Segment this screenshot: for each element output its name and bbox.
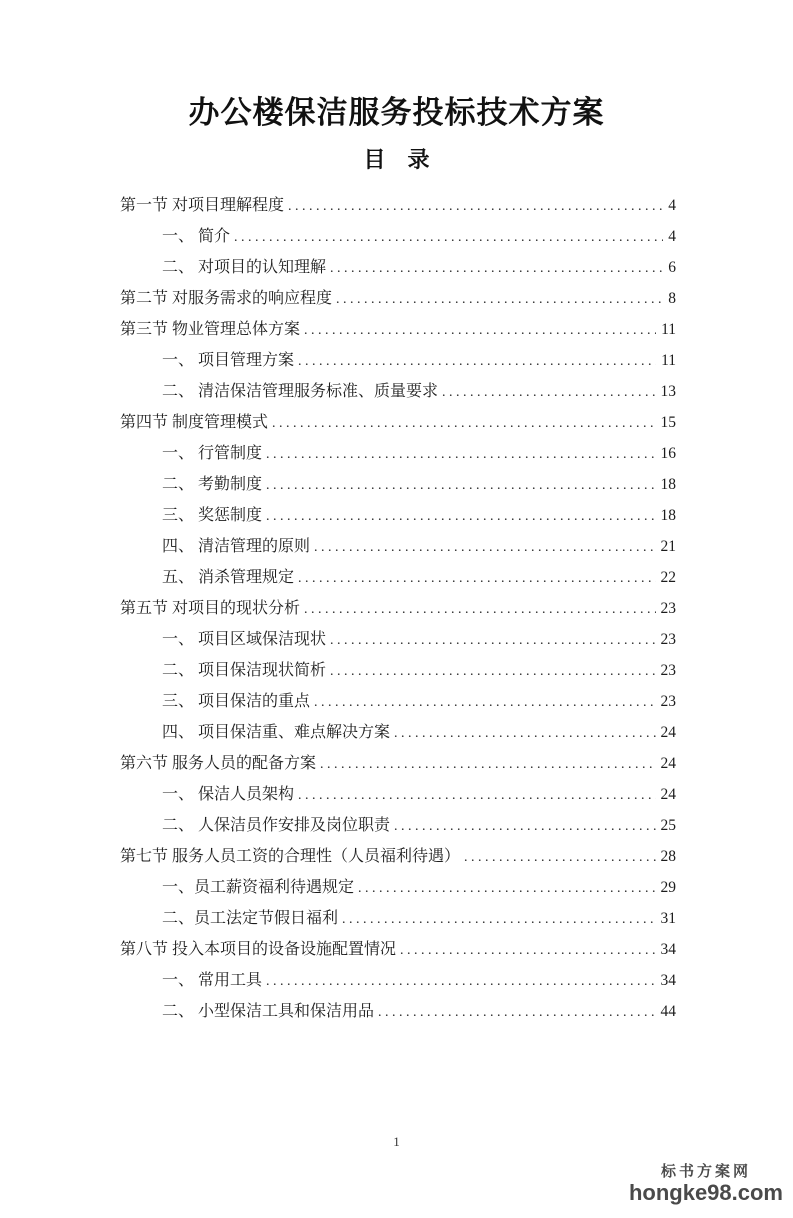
toc-entry-label: 一、 行管制度: [162, 445, 263, 462]
toc-entry-page: 11: [661, 352, 676, 369]
toc-entry-page: 23: [660, 600, 676, 617]
toc-entry-label: 三、 奖惩制度: [162, 507, 263, 524]
document-page: [0, 96, 793, 1218]
toc-entry-leader-dots: [298, 346, 656, 377]
toc-entry: [120, 531, 676, 562]
toc-entry-leader-dots: [304, 594, 655, 625]
toc-entry-label: 第一节 对项目理解程度: [120, 197, 285, 214]
toc-entry: [120, 438, 676, 469]
toc-entry-leader-dots: [378, 997, 655, 1028]
toc-entry-label: 二、员工法定节假日福利: [162, 910, 339, 927]
toc-entry-leader-dots: [288, 191, 663, 222]
toc-entry-leader-dots: [330, 656, 655, 687]
toc-entry-leader-dots: [358, 873, 655, 904]
toc-entry-leader-dots: [400, 935, 655, 966]
toc-entry-leader-dots: [304, 315, 656, 346]
toc-heading: 目 录: [363, 147, 430, 172]
toc-entry-label: 第四节 制度管理模式: [120, 414, 269, 431]
toc-entry-page: 8: [668, 290, 676, 307]
toc-entry: [120, 686, 676, 717]
toc-entry-page: 44: [660, 1003, 676, 1020]
toc-entry: [120, 252, 676, 283]
toc-entry: [120, 841, 676, 872]
watermark-site-url: hongke98.com: [628, 1179, 783, 1205]
toc-entry: [120, 748, 676, 779]
toc-entry-label: 四、 清洁管理的原则: [162, 538, 311, 555]
toc-entry-leader-dots: [394, 718, 655, 749]
toc-entry-page: 34: [660, 941, 676, 958]
toc-entry: [120, 624, 676, 655]
toc-entry-label: 第三节 物业管理总体方案: [120, 321, 301, 338]
toc-entry: [120, 996, 676, 1027]
toc-entry-label: 二、 项目保洁现状简析: [162, 662, 327, 679]
toc-entry-leader-dots: [330, 253, 663, 284]
toc-entry-label: 第五节 对项目的现状分析: [120, 600, 301, 617]
toc-entry: [120, 314, 676, 345]
toc-entry-leader-dots: [234, 222, 663, 253]
toc-entry-page: 23: [660, 662, 676, 679]
toc-entry-page: 29: [660, 879, 676, 896]
toc-entry-leader-dots: [320, 749, 655, 780]
toc-entry-label: 第八节 投入本项目的设备设施配置情况: [120, 941, 397, 958]
toc-entry: [120, 407, 676, 438]
toc-entry: [120, 779, 676, 810]
toc-entry-page: 18: [660, 507, 676, 524]
toc-entry: [120, 593, 676, 624]
toc-entry: [120, 903, 676, 934]
toc-entry-label: 第六节 服务人员的配备方案: [120, 755, 317, 772]
toc-entry-page: 25: [660, 817, 676, 834]
toc-entry-leader-dots: [394, 811, 655, 842]
toc-entry-label: 二、 清洁保洁管理服务标准、质量要求: [162, 383, 439, 400]
toc-entry-page: 11: [661, 321, 676, 338]
toc-entry-page: 23: [660, 693, 676, 710]
toc-entry-leader-dots: [266, 501, 655, 532]
toc-entry-label: 二、 小型保洁工具和保洁用品: [162, 1003, 375, 1020]
toc-entry-label: 一、员工薪资福利待遇规定: [162, 879, 355, 896]
toc-entry-page: 24: [660, 724, 676, 741]
toc-entry-page: 34: [660, 972, 676, 989]
toc-entry-label: 二、 考勤制度: [162, 476, 263, 493]
toc-entry-leader-dots: [342, 904, 655, 935]
toc-entry-page: 4: [668, 197, 676, 214]
toc-entry-leader-dots: [314, 532, 655, 563]
toc-entry-leader-dots: [314, 687, 655, 718]
toc-entry-leader-dots: [336, 284, 663, 315]
toc-entry-page: 16: [660, 445, 676, 462]
toc-entry: [120, 872, 676, 903]
toc-entry-label: 五、 消杀管理规定: [162, 569, 295, 586]
toc-entry-label: 第七节 服务人员工资的合理性（人员福利待遇）: [120, 848, 461, 865]
toc-entry-label: 第二节 对服务需求的响应程度: [120, 290, 333, 307]
toc-entry-page: 4: [668, 228, 676, 245]
watermark: [629, 1164, 783, 1205]
toc-entry: [120, 655, 676, 686]
toc-entry-page: 21: [660, 538, 676, 555]
toc-entry: [120, 965, 676, 996]
toc-entry-label: 三、 项目保洁的重点: [162, 693, 311, 710]
toc-entry-leader-dots: [266, 439, 655, 470]
toc-entry: [120, 469, 676, 500]
toc-entry-label: 二、 对项目的认知理解: [162, 259, 327, 276]
toc-entry-page: 23: [660, 631, 676, 648]
toc-entry-label: 一、 保洁人员架构: [162, 786, 295, 803]
toc-entry: [120, 190, 676, 221]
footer-page-number: 1: [393, 1134, 400, 1149]
toc-entry: [120, 221, 676, 252]
toc-entry-leader-dots: [298, 780, 655, 811]
toc-entry: [120, 345, 676, 376]
toc-entry: [120, 810, 676, 841]
toc-entry-page: 6: [668, 259, 676, 276]
toc-entry: [120, 283, 676, 314]
toc-entry-leader-dots: [298, 563, 655, 594]
toc-entry-leader-dots: [272, 408, 655, 439]
toc-entry-page: 31: [660, 910, 676, 927]
toc-entry-page: 15: [660, 414, 676, 431]
toc-entry: [120, 500, 676, 531]
toc-entry-leader-dots: [464, 842, 655, 873]
document-title: 办公楼保洁服务投标技术方案: [188, 95, 605, 130]
toc-entry-label: 一、 项目管理方案: [162, 352, 295, 369]
toc-entry-page: 24: [660, 755, 676, 772]
toc-entry: [120, 717, 676, 748]
toc-entry-label: 一、 简介: [162, 228, 231, 245]
toc-entry-label: 四、 项目保洁重、难点解决方案: [162, 724, 391, 741]
toc-entry-leader-dots: [266, 966, 655, 997]
toc-entry: [120, 934, 676, 965]
toc-entry-page: 28: [660, 848, 676, 865]
watermark-site-name: 标书方案网: [660, 1163, 751, 1180]
toc-list: [0, 190, 793, 1027]
toc-entry-leader-dots: [442, 377, 655, 408]
toc-entry: [120, 562, 676, 593]
toc-entry-label: 一、 常用工具: [162, 972, 263, 989]
toc-entry-leader-dots: [330, 625, 655, 656]
toc-entry-leader-dots: [266, 470, 655, 501]
toc-entry: [120, 376, 676, 407]
toc-entry-label: 二、 人保洁员作安排及岗位职责: [162, 817, 391, 834]
toc-entry-page: 24: [660, 786, 676, 803]
toc-entry-page: 13: [660, 383, 676, 400]
toc-entry-page: 22: [660, 569, 676, 586]
toc-entry-label: 一、 项目区域保洁现状: [162, 631, 327, 648]
toc-entry-page: 18: [660, 476, 676, 493]
